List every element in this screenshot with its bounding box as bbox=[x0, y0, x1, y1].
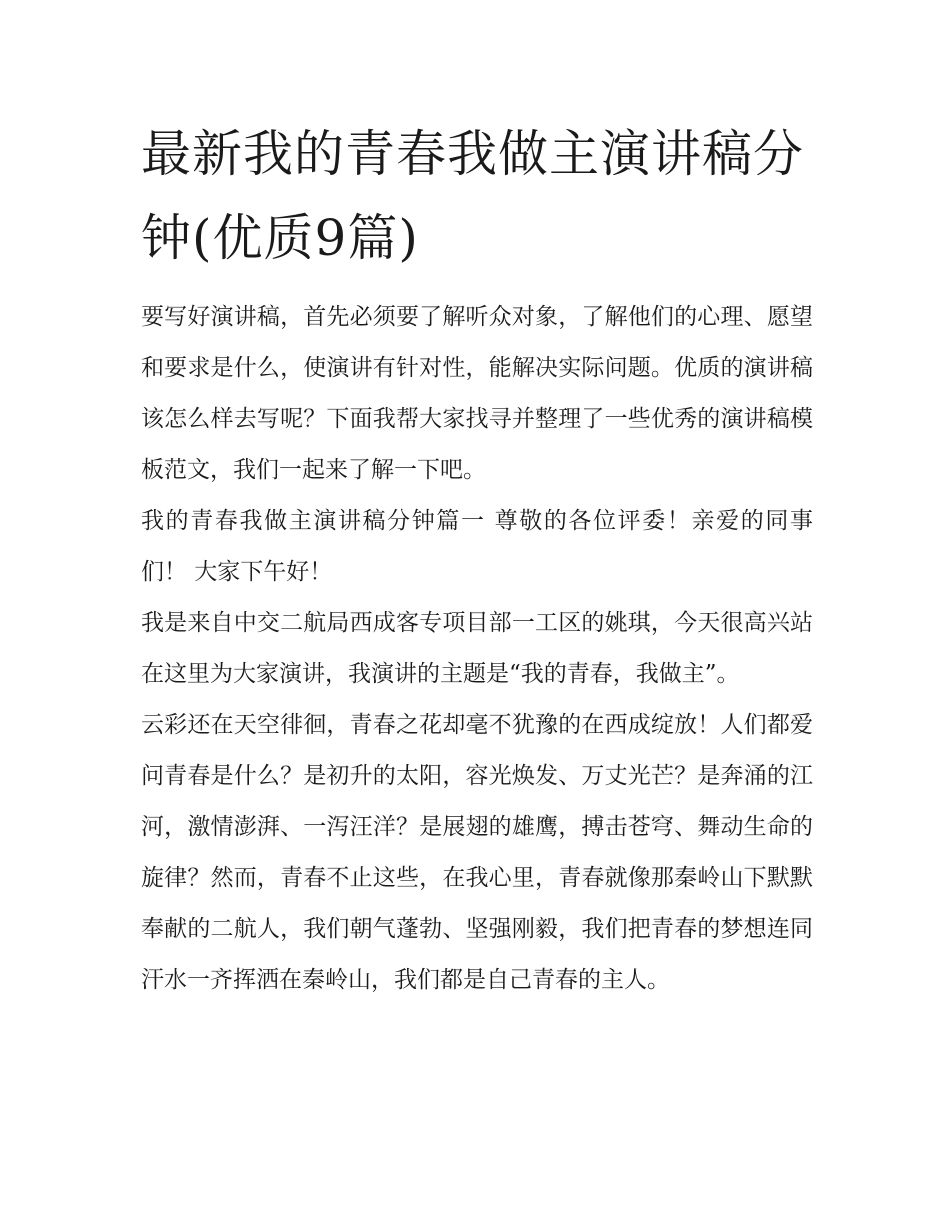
document-page bbox=[141, 112, 813, 1006]
paragraph-intro: 要写好演讲稿，首先必须要了解听众对象，了解他们的心理、愿望和要求是什么，使演讲有针对性，能解决实际问题。优质的演讲稿该怎么样去写呢？下面我帮大家找寻并整理了一些优秀的演讲稿模板范文，我们一起来了解一下吧。 bbox=[141, 304, 813, 483]
paragraph-greeting: 我的青春我做主演讲稿分钟篇一 尊敬的各位评委！亲爱的同事们！ 大家下午好！ bbox=[141, 508, 813, 585]
paragraph-body: 云彩还在天空徘徊，青春之花却毫不犹豫的在西成绽放！人们都爱问青春是什么？是初升的太阳，容光焕发、万丈光芒？是奔涌的江河，激情澎湃、一泻汪洋？是展翅的雄鹰，搏击苍穹、舞动生命的旋律？然而，青春不止这些，在我心里，青春就像那秦岭山下默默奉献的二航人，我们朝气蓬勃、坚强刚毅，我们把青春的梦想连同汗水一齐挥洒在秦岭山，我们都是自己青春的主人。 bbox=[141, 712, 813, 993]
paragraph-self-introduction: 我是来自中交二航局西成客专项目部一工区的姚琪，今天很高兴站在这里为大家演讲，我演讲的主题是“我的青春，我做主”。 bbox=[141, 610, 813, 687]
document-title: 最新我的青春我做主演讲稿分钟(优质9篇) bbox=[141, 125, 804, 267]
